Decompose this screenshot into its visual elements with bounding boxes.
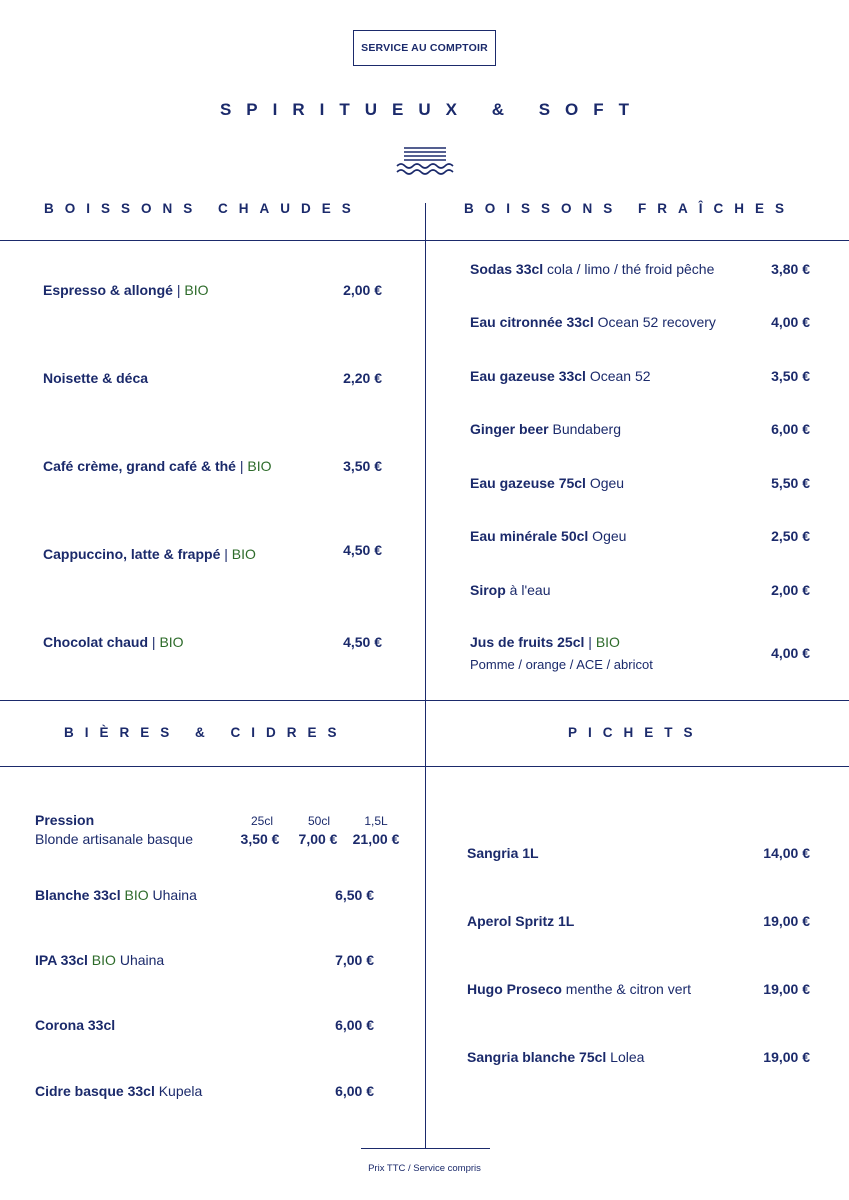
section-title-beers: BIÈRES & CIDRES	[64, 725, 348, 740]
page-title: SPIRITUEUX & SOFT	[219, 100, 645, 119]
price: 4,50 €	[343, 634, 382, 650]
menu-item-aperol: Aperol Spritz 1L	[467, 913, 575, 929]
menu-item-cidre: Cidre basque 33cl Kupela	[35, 1083, 203, 1099]
price: 4,50 €	[343, 542, 382, 558]
menu-item-eau-citronnee: Eau citronnée 33cl Ocean 52 recovery	[470, 314, 716, 330]
menu-item-sodas: Sodas 33cl cola / limo / thé froid pêche	[470, 261, 715, 277]
service-badge: SERVICE AU COMPTOIR	[353, 30, 496, 66]
price: 2,00 €	[771, 582, 810, 598]
price: 4,00 €	[771, 314, 810, 330]
price: 6,00 €	[335, 1083, 374, 1099]
price: 19,00 €	[763, 981, 810, 997]
price: 4,00 €	[771, 645, 810, 661]
divider-vertical	[425, 203, 426, 1148]
menu-item-blanche: Blanche 33cl BIO Uhaina	[35, 887, 197, 903]
price: 3,50 €	[343, 458, 382, 474]
price: 19,00 €	[763, 1049, 810, 1065]
waves-icon	[396, 146, 454, 176]
menu-item-pression: Pression	[35, 812, 95, 828]
menu-item-sirop: Sirop à l'eau	[470, 582, 551, 598]
section-title-hot-drinks: BOISSONS CHAUDES	[44, 201, 362, 216]
menu-item-ginger-beer: Ginger beer Bundaberg	[470, 421, 621, 437]
price: 3,50 €	[240, 831, 280, 847]
price: 6,00 €	[771, 421, 810, 437]
price: 21,00 €	[352, 831, 400, 847]
menu-item-ipa: IPA 33cl BIO Uhaina	[35, 952, 165, 968]
section-title-pitchers: PICHETS	[568, 725, 704, 740]
menu-item-pression-desc: Blonde artisanale basque	[35, 831, 194, 847]
menu-item-sangria-blanche: Sangria blanche 75cl Lolea	[467, 1049, 645, 1065]
price: 6,00 €	[335, 1017, 374, 1033]
size-label: 50cl	[307, 814, 330, 828]
price: 2,50 €	[771, 528, 810, 544]
menu-item-hugo: Hugo Proseco menthe & citron vert	[467, 981, 692, 997]
price: 3,50 €	[771, 368, 810, 384]
price: 2,20 €	[343, 370, 382, 386]
price: 7,00 €	[298, 831, 338, 847]
price: 2,00 €	[343, 282, 382, 298]
price: 3,80 €	[771, 261, 810, 277]
size-label: 1,5L	[364, 814, 388, 828]
menu-item-corona: Corona 33cl	[35, 1017, 116, 1033]
footer-note: Prix TTC / Service compris	[368, 1163, 481, 1174]
menu-item-eau-gazeuse-75: Eau gazeuse 75cl Ogeu	[470, 475, 625, 491]
menu-item-cafe-creme: Café crème, grand café & thé | BIO	[43, 458, 272, 474]
menu-item-eau-gazeuse-33: Eau gazeuse 33cl Ocean 52	[470, 368, 651, 384]
price: 7,00 €	[335, 952, 374, 968]
menu-item-subtitle: Pomme / orange / ACE / abricot	[470, 657, 653, 672]
price: 5,50 €	[771, 475, 810, 491]
price: 6,50 €	[335, 887, 374, 903]
footer-divider	[361, 1148, 490, 1149]
menu-item-jus-de-fruits: Jus de fruits 25cl | BIO	[470, 634, 620, 650]
price: 19,00 €	[763, 913, 810, 929]
menu-item-sangria: Sangria 1L	[467, 845, 539, 861]
price: 14,00 €	[763, 845, 810, 861]
section-title-cold-drinks: BOISSONS FRAÎCHES	[464, 201, 796, 216]
menu-item-cappuccino: Cappuccino, latte & frappé | BIO	[43, 546, 256, 562]
size-label: 25cl	[250, 814, 273, 828]
menu-item-chocolat: Chocolat chaud | BIO	[43, 634, 184, 650]
menu-item-noisette: Noisette & déca	[43, 370, 149, 386]
menu-item-eau-minerale: Eau minérale 50cl Ogeu	[470, 528, 627, 544]
menu-item-espresso: Espresso & allongé | BIO	[43, 282, 209, 298]
